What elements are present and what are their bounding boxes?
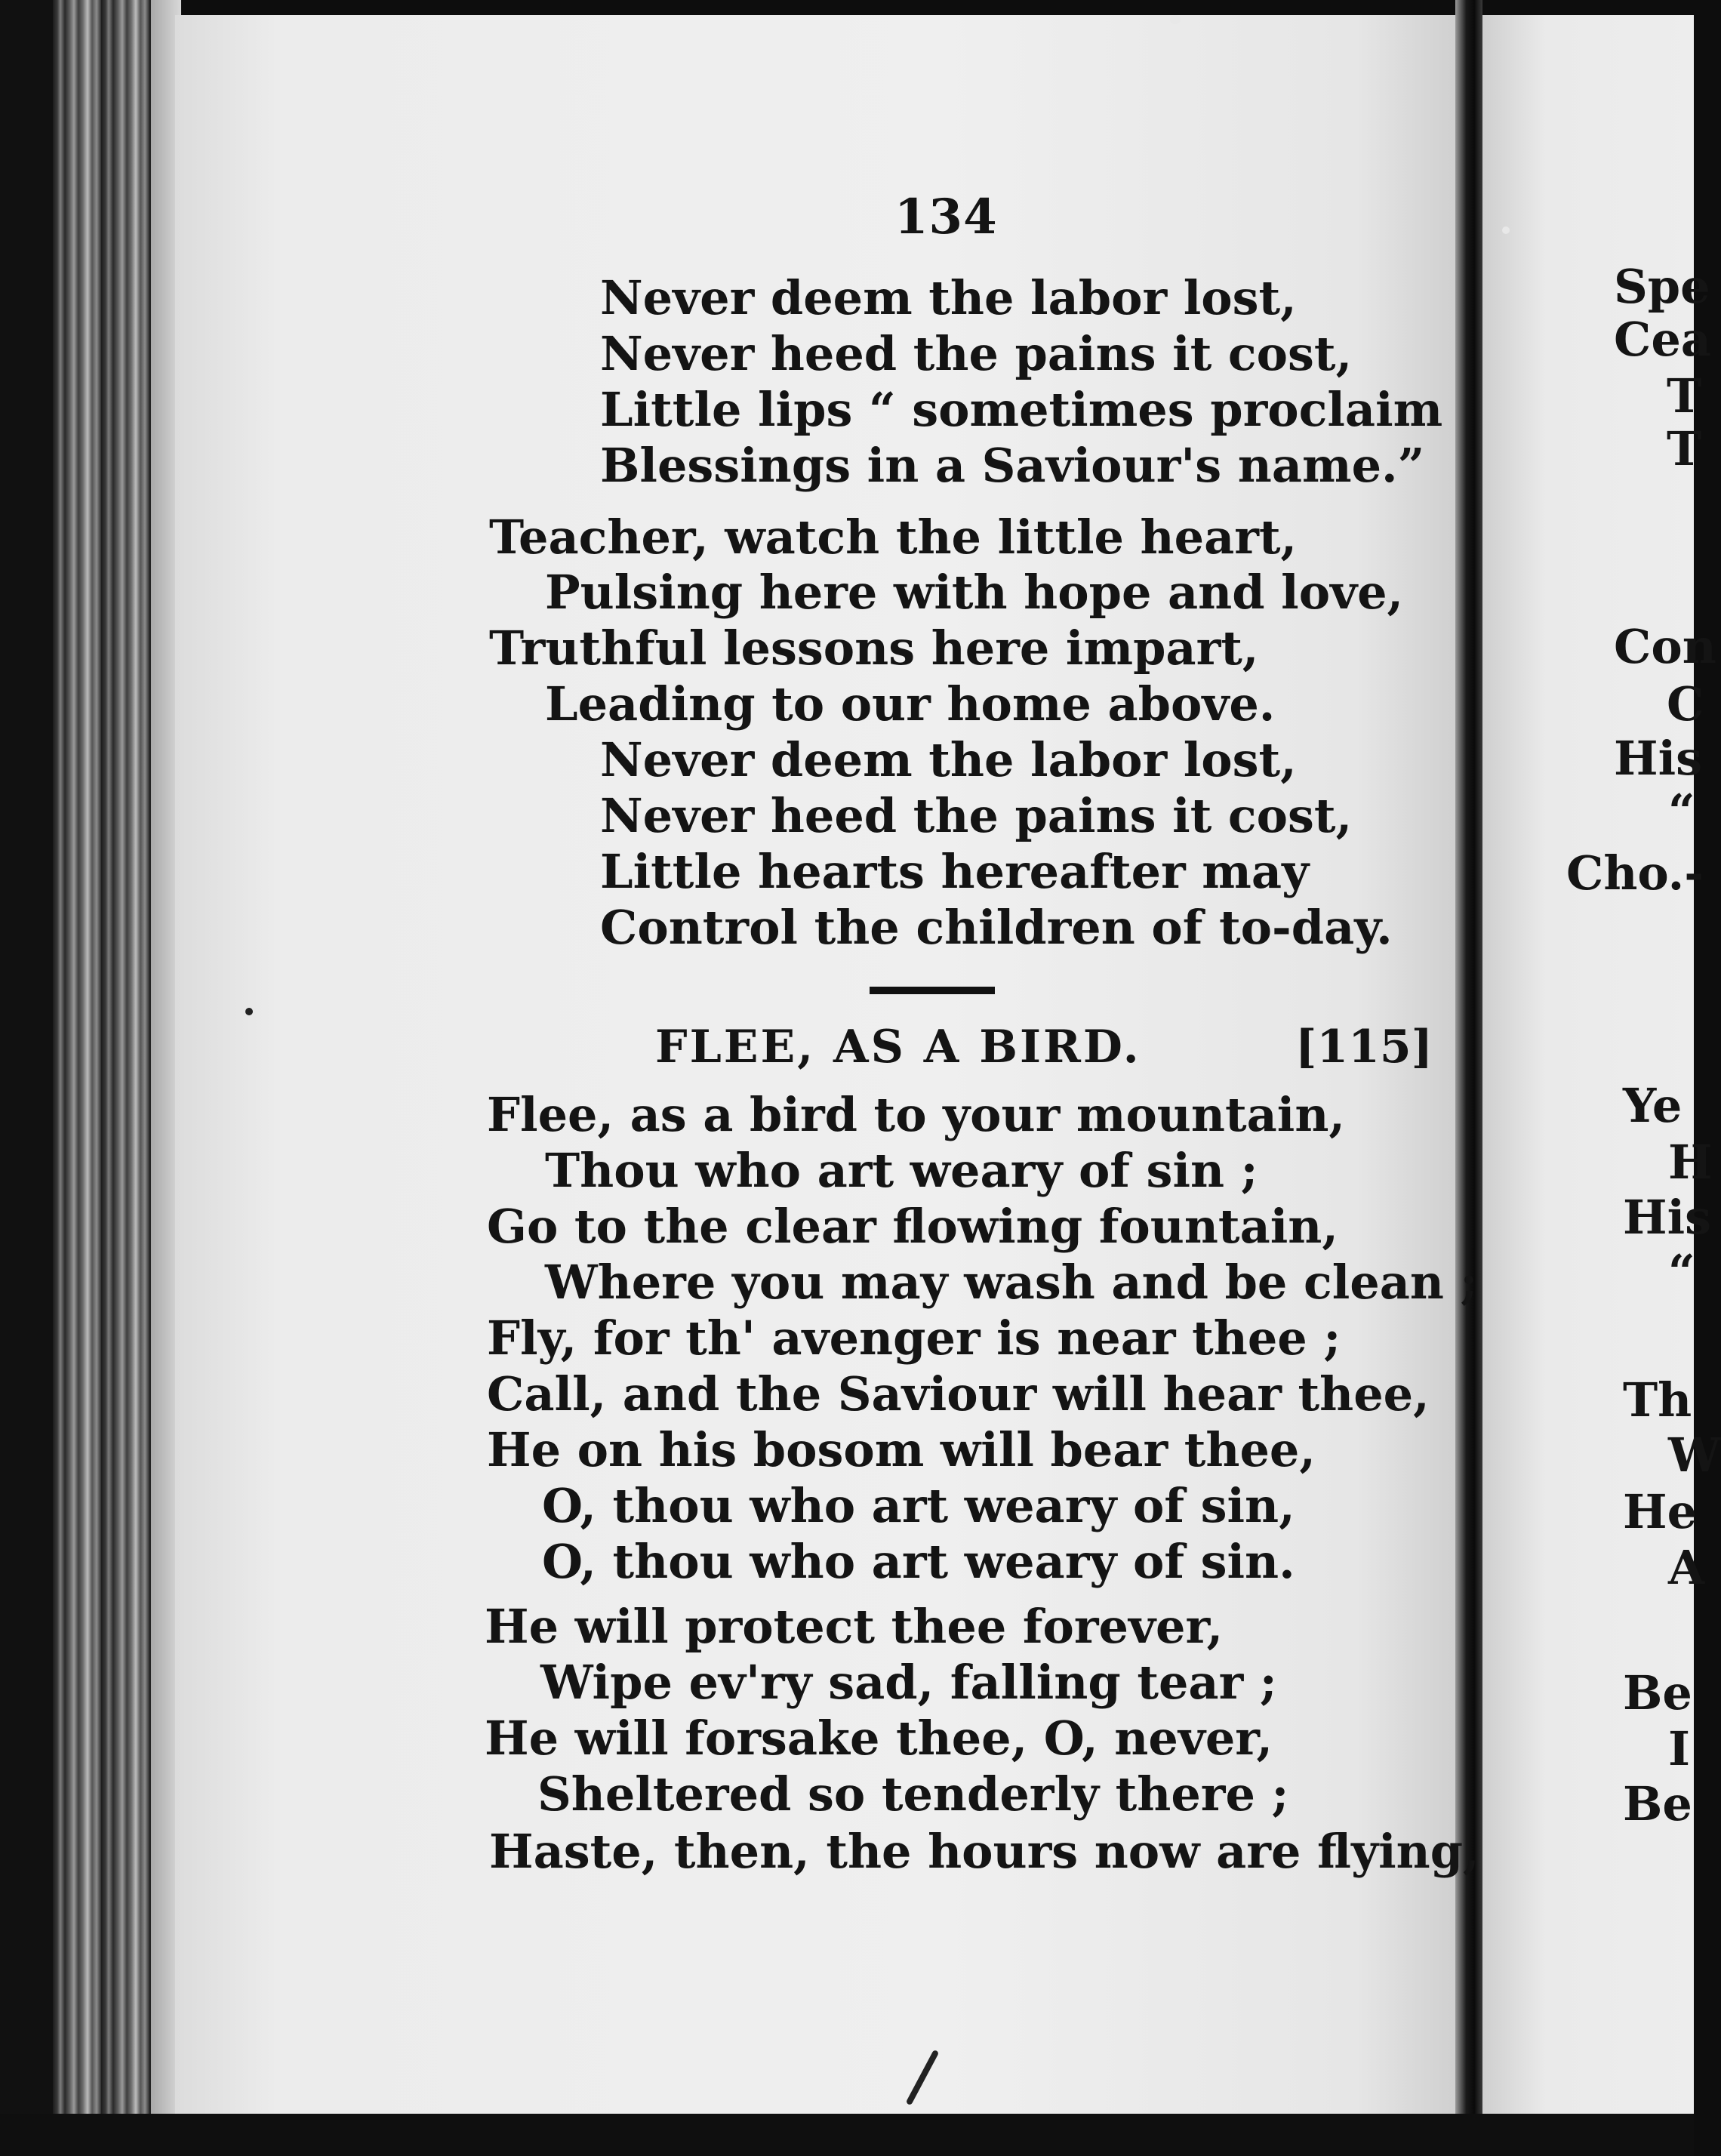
section-divider [870, 987, 995, 994]
next-page-fragment: Cho.- [1566, 845, 1704, 901]
verse-line: Never deem the labor lost, [600, 732, 1297, 787]
verse-line: Haste, then, the hours now are flying, [489, 1824, 1479, 1879]
verse-line: Never heed the pains it cost, [600, 788, 1353, 843]
next-page-fragment: A [1668, 1540, 1705, 1595]
verse-line: He will forsake thee, O, never, [485, 1711, 1273, 1766]
verse-line: Thou who art weary of sin ; [545, 1143, 1258, 1198]
next-page-fragment: T [1667, 421, 1702, 476]
verse-line: O, thou who art weary of sin, [542, 1478, 1295, 1533]
verse-line: Flee, as a bird to your mountain, [487, 1087, 1345, 1142]
next-page-fragment: Ye [1623, 1078, 1683, 1133]
next-page-fragment: T [1667, 368, 1702, 424]
scan-speck [1502, 226, 1510, 234]
hymn-number: [115] [1295, 1021, 1433, 1073]
scan-border-bottom [0, 2114, 1694, 2156]
hymn-title: FLEE, AS A BIRD. [655, 1021, 1141, 1073]
next-page-fragment: H [1668, 1135, 1713, 1190]
next-page-fragment: Be [1623, 1776, 1692, 1831]
next-page-fragment: His [1623, 1190, 1712, 1245]
verse-line: Fly, for th' avenger is near thee ; [487, 1311, 1341, 1366]
next-page-fragment: “ [1668, 784, 1695, 839]
scan-border [0, 0, 53, 2156]
verse-line: Pulsing here with hope and love, [545, 565, 1404, 620]
next-page-fragment: He [1623, 1484, 1698, 1539]
verse-line: Blessings in a Saviour's name.” [600, 438, 1425, 493]
verse-line: Call, and the Saviour will hear thee, [487, 1366, 1430, 1421]
verse-line: He on his bosom will bear thee, [487, 1422, 1316, 1477]
next-page-fragment: I [1668, 1721, 1691, 1776]
next-page-fragment: Con [1614, 619, 1716, 674]
next-page-fragment: His [1614, 731, 1703, 786]
verse-line: Sheltered so tenderly there ; [537, 1766, 1289, 1822]
verse-line: O, thou who art weary of sin. [542, 1534, 1295, 1589]
next-page-fragment: Cea [1614, 312, 1711, 367]
scan-speck [1170, 15, 1181, 24]
page-number: 134 [894, 189, 998, 245]
next-page-fragment: Spe [1614, 259, 1710, 314]
next-page-fragment: C [1667, 676, 1704, 732]
verse-line: He will protect thee forever, [485, 1599, 1224, 1654]
verse-line: Control the children of to-day. [600, 900, 1393, 955]
verse-line: Teacher, watch the little heart, [489, 510, 1298, 565]
next-page-fragment: Th [1623, 1372, 1692, 1428]
verse-line: Leading to our home above. [545, 676, 1276, 732]
verse-line: Never deem the labor lost, [600, 270, 1297, 325]
verse-line: Little hearts hereafter may [600, 844, 1310, 899]
verse-line: Never heed the pains it cost, [600, 326, 1353, 381]
next-page-fragment: “ [1668, 1244, 1695, 1299]
next-page-fragment: Be [1623, 1665, 1692, 1720]
verse-line: Go to the clear flowing fountain, [487, 1199, 1338, 1254]
verse-line: Where you may wash and be clean ; [545, 1255, 1478, 1310]
scan-speck [245, 1008, 253, 1015]
verse-line: Truthful lessons here impart, [489, 621, 1259, 676]
verse-line: Little lips “ sometimes proclaim [600, 382, 1443, 437]
next-page-fragment: W [1668, 1428, 1721, 1483]
verse-line: Wipe ev'ry sad, falling tear ; [540, 1655, 1277, 1710]
